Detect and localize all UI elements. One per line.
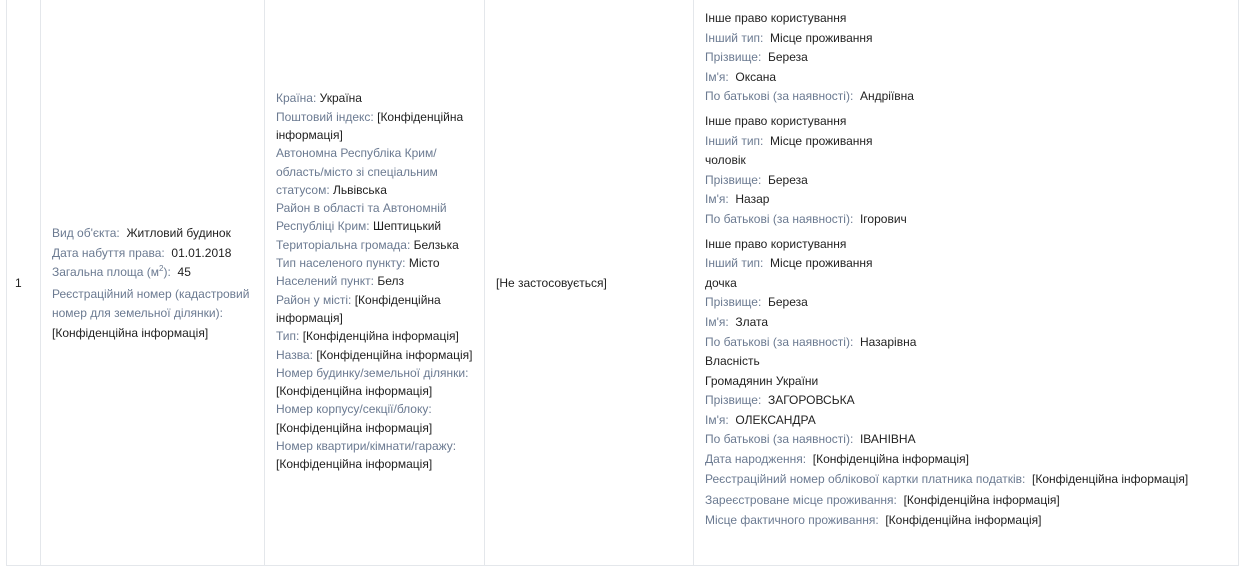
person-patronymic-label: По батькові (за наявності): bbox=[705, 334, 854, 349]
owner-name bbox=[705, 411, 1228, 431]
address-field-value: Львівська bbox=[333, 182, 387, 197]
address-field bbox=[276, 327, 478, 345]
address-field bbox=[276, 254, 478, 272]
person-name-value: Назар bbox=[735, 192, 770, 207]
owner-patronymic bbox=[705, 430, 1228, 450]
owner-birth-date bbox=[705, 450, 1228, 470]
address-field bbox=[276, 364, 478, 401]
address-field-value: [Конфіденційна інформація] bbox=[316, 347, 473, 362]
rights-cell bbox=[694, 0, 1238, 565]
person-patronymic bbox=[705, 210, 1228, 230]
address-field-value: Україна bbox=[319, 91, 362, 106]
person-surname-label: Прізвище: bbox=[705, 295, 762, 310]
usage-right-type-label: Інший тип: bbox=[705, 30, 764, 45]
owner-tax-number bbox=[705, 470, 1228, 490]
address-field-value: Місто bbox=[408, 256, 440, 271]
address-field-label: Тип населеного пункту: bbox=[276, 256, 406, 271]
registration-number-label: Реєстраційний номер (кадастровий номер для земельної ділянки): bbox=[52, 286, 250, 320]
address-field-label: Номер будинку/земельної ділянки: bbox=[276, 365, 469, 380]
owner-actual-address-value: [Конфіденційна інформація] bbox=[885, 512, 1042, 527]
person-name bbox=[705, 190, 1228, 210]
person-name bbox=[705, 68, 1228, 88]
object-type-value: Житловий будинок bbox=[126, 226, 231, 240]
address-field-label: Номер квартири/кімнати/гаражу: bbox=[276, 439, 457, 454]
registration-number bbox=[52, 285, 256, 344]
address-field-value: Белзька bbox=[413, 237, 459, 252]
address-cell bbox=[265, 0, 485, 565]
address-field-label: Район у місті: bbox=[276, 292, 352, 307]
owner-birth-date-label: Дата народження: bbox=[705, 452, 807, 467]
person-name-label: Ім'я: bbox=[705, 192, 729, 207]
person-patronymic-value: Ігорович bbox=[859, 211, 907, 226]
address-field-value: [Конфіденційна інформація] bbox=[276, 292, 441, 325]
person-surname-label: Прізвище: bbox=[705, 50, 762, 65]
address-field-value: [Конфіденційна інформація] bbox=[276, 384, 433, 399]
person-name-label: Ім'я: bbox=[705, 314, 729, 329]
address-field bbox=[276, 291, 478, 328]
address-field-value: [Конфіденційна інформація] bbox=[276, 109, 464, 142]
acquisition-date-value: 01.01.2018 bbox=[171, 245, 232, 260]
address-field-label: Район в області та Автономній Республіці Крим: bbox=[276, 201, 447, 234]
person-patronymic-label: По батькові (за наявності): bbox=[705, 89, 854, 104]
usage-right-group bbox=[705, 112, 1228, 230]
owner-name-label: Ім'я: bbox=[705, 412, 729, 427]
person-patronymic bbox=[705, 87, 1228, 107]
person-patronymic-label: По батькові (за наявності): bbox=[705, 211, 854, 226]
address-field-label: Тип: bbox=[276, 329, 300, 344]
address-field bbox=[276, 437, 478, 474]
address-field-label: Номер корпусу/секції/блоку: bbox=[276, 402, 432, 417]
acquisition-date bbox=[52, 244, 256, 264]
not-applicable-cell bbox=[485, 0, 694, 565]
row-number-cell bbox=[7, 0, 41, 565]
owner-actual-address bbox=[705, 511, 1228, 531]
owner-patronymic-label: По батькові (за наявності): bbox=[705, 432, 854, 447]
usage-right-type-label: Інший тип: bbox=[705, 133, 764, 148]
usage-right-type bbox=[705, 29, 1228, 49]
usage-right-type-value: Місце проживання bbox=[770, 133, 873, 148]
person-surname-value: Береза bbox=[767, 172, 808, 187]
owner-registered-address-value: [Конфіденційна інформація] bbox=[903, 493, 1060, 508]
person-surname-value: Береза bbox=[767, 295, 808, 310]
usage-right-type bbox=[705, 132, 1228, 152]
declaration-table-row bbox=[6, 0, 1239, 566]
ownership-title: Власність bbox=[705, 354, 760, 369]
owner-actual-address-label: Місце фактичного проживання: bbox=[705, 512, 879, 527]
address-field-value: Белз bbox=[377, 274, 404, 289]
address-field-label: Країна: bbox=[276, 91, 317, 106]
ownership-citizenship: Громадянин України bbox=[705, 373, 819, 388]
person-patronymic-value: Назарівна bbox=[859, 334, 917, 349]
address-field bbox=[276, 199, 478, 236]
usage-right-type-label: Інший тип: bbox=[705, 256, 764, 271]
usage-right-type bbox=[705, 254, 1228, 274]
address-field bbox=[276, 346, 478, 364]
address-field bbox=[276, 108, 478, 145]
owner-surname-label: Прізвище: bbox=[705, 393, 762, 408]
total-area-value: 45 bbox=[177, 265, 191, 279]
usage-right-relation: дочка bbox=[705, 275, 737, 290]
address-field bbox=[276, 89, 478, 107]
person-surname bbox=[705, 171, 1228, 191]
person-name bbox=[705, 313, 1228, 333]
person-surname bbox=[705, 48, 1228, 68]
address-field-label: Населений пункт: bbox=[276, 274, 374, 289]
usage-right-type-value: Місце проживання bbox=[770, 30, 873, 45]
address-list bbox=[276, 89, 478, 473]
address-field-label: Поштовий індекс: bbox=[276, 109, 374, 124]
owner-surname-value: ЗАГОРОВСЬКА bbox=[767, 393, 855, 408]
registration-number-value: [Конфіденційна інформація] bbox=[52, 325, 209, 340]
object-type-label: Вид об'єкта: bbox=[52, 226, 120, 240]
person-name-label: Ім'я: bbox=[705, 69, 729, 84]
usage-right-relation: чоловік bbox=[705, 153, 746, 168]
not-applicable-text: [Не застосовується] bbox=[496, 276, 607, 290]
rights-list bbox=[705, 9, 1228, 530]
object-cell bbox=[41, 0, 265, 565]
address-field bbox=[276, 400, 478, 437]
acquisition-date-label: Дата набуття права: bbox=[52, 245, 165, 260]
owner-tax-number-label: Реєстраційний номер облікової картки платника податків: bbox=[705, 471, 1026, 486]
usage-right-type-value: Місце проживання bbox=[770, 256, 873, 271]
object-type bbox=[52, 224, 256, 244]
usage-right-title: Інше право користування bbox=[705, 11, 847, 25]
person-patronymic bbox=[705, 333, 1228, 353]
address-field bbox=[276, 272, 478, 290]
owner-patronymic-value: ІВАНІВНА bbox=[859, 432, 916, 447]
address-field-label: Автономна Республіка Крим/ область/місто зі спеціальним статусом: bbox=[276, 146, 438, 197]
total-area bbox=[52, 263, 256, 283]
person-patronymic-value: Андріївна bbox=[859, 89, 914, 104]
owner-registered-address-label: Зареєстроване місце проживання: bbox=[705, 493, 897, 508]
owner-name-value: ОЛЕКСАНДРА bbox=[735, 412, 816, 427]
address-field-value: Шептицький bbox=[372, 219, 442, 234]
address-field-value: [Конфіденційна інформація] bbox=[276, 420, 433, 435]
person-surname-value: Береза bbox=[767, 50, 808, 65]
address-field-value: [Конфіденційна інформація] bbox=[276, 457, 433, 472]
person-surname bbox=[705, 293, 1228, 313]
address-field bbox=[276, 144, 478, 199]
person-name-value: Злата bbox=[735, 314, 769, 329]
owner-registered-address bbox=[705, 491, 1228, 511]
owner-tax-number-value: [Конфіденційна інформація] bbox=[1032, 471, 1189, 486]
usage-rights bbox=[705, 9, 1228, 352]
address-field-value: [Конфіденційна інформація] bbox=[302, 329, 459, 344]
owner-birth-date-value: [Конфіденційна інформація] bbox=[812, 452, 969, 467]
person-surname-label: Прізвище: bbox=[705, 172, 762, 187]
usage-right-title: Інше право користування bbox=[705, 113, 847, 128]
total-area-label: Загальна площа $(м^2)$: bbox=[52, 264, 171, 279]
address-field-label: Територіальна громада: bbox=[276, 237, 411, 252]
owner-surname bbox=[705, 391, 1228, 411]
person-name-value: Оксана bbox=[735, 69, 777, 84]
usage-right-title: Інше право користування bbox=[705, 236, 847, 251]
address-field-label: Назва: bbox=[276, 347, 313, 362]
row-number: 1 bbox=[15, 275, 22, 290]
usage-right-group bbox=[705, 235, 1228, 353]
ownership-group bbox=[705, 352, 1228, 530]
object-details bbox=[52, 224, 256, 343]
address-field bbox=[276, 236, 478, 254]
usage-right-group bbox=[705, 9, 1228, 107]
